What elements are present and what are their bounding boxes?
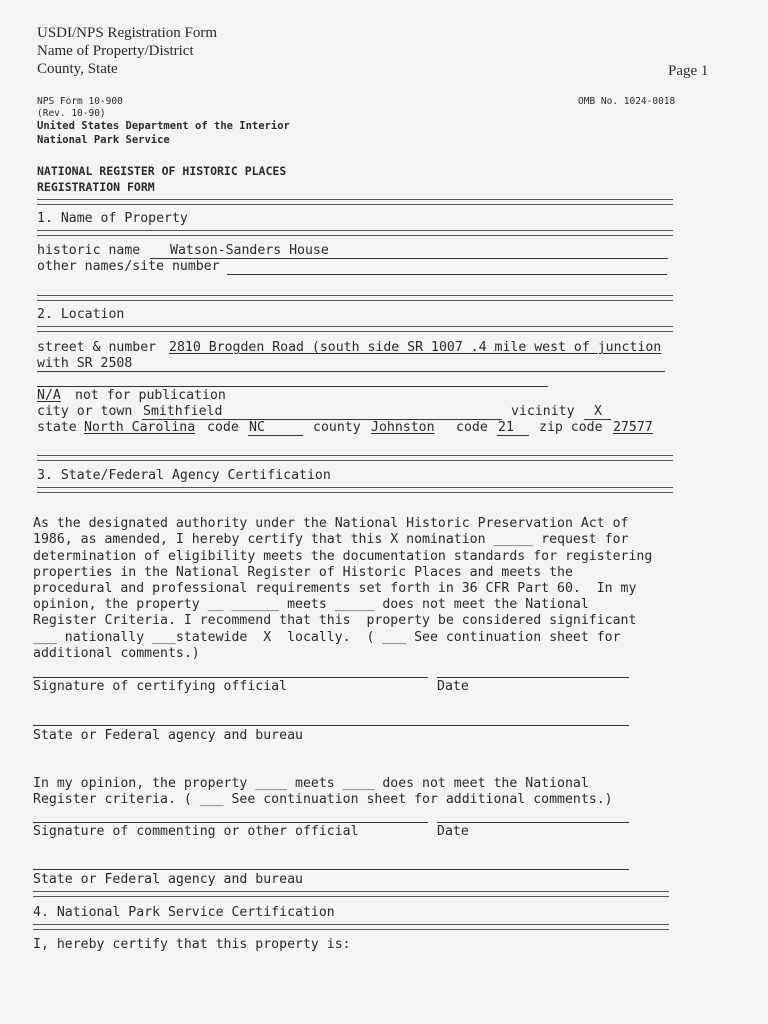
header-line-3: County, State	[37, 61, 118, 77]
county-code-label: code	[456, 420, 488, 435]
agency-label-1: State or Federal agency and bureau	[33, 728, 303, 743]
form-number: NPS Form 10-900	[37, 96, 123, 107]
section3-heading: 3. State/Federal Agency Certification	[37, 468, 331, 483]
paragraph-line: properties in the National Register of Historic Places and meets the	[33, 564, 573, 580]
paragraph-line: In my opinion, the property ____ meets ____ does not meet the National	[33, 776, 589, 792]
service: National Park Service	[37, 134, 170, 146]
date-label-2: Date	[437, 824, 469, 839]
certification-paragraph	[33, 500, 652, 678]
paragraph-line: determination of eligibility meets the documentation standards for registering	[33, 548, 653, 564]
city-value: Smithfield	[143, 404, 223, 419]
agency-line-2[interactable]	[33, 869, 629, 870]
form-title-1: NATIONAL REGISTER OF HISTORIC PLACES	[37, 164, 287, 178]
signature-line-1[interactable]	[33, 677, 428, 678]
section-rule	[33, 891, 669, 897]
header-line-1: USDI/NPS Registration Form	[37, 25, 218, 41]
section-rule	[37, 230, 673, 236]
paragraph-line: Register criteria. ( ___ See continuation sheet for additional comments.)	[33, 792, 613, 808]
na-value: N/A	[37, 388, 61, 403]
paragraph-line: additional comments.)	[33, 645, 200, 661]
paragraph-line: As the designated authority under the National Historic Preservation Act of	[33, 516, 629, 532]
county-code-value: 21	[498, 420, 514, 435]
street-value: 2810 Brogden Road (south side SR 1007 .4 mile west of junction	[169, 340, 662, 355]
signature-label-2: Signature of commenting or other official	[33, 824, 359, 839]
paragraph-line: Register Criteria. I recommend that this property be considered significant	[33, 613, 637, 629]
date-label-1: Date	[437, 679, 469, 694]
state-code-label: code	[207, 420, 239, 435]
page-number: Page 1	[668, 63, 709, 79]
department: United States Department of the Interior	[37, 120, 290, 132]
omb-number: OMB No. 1024-0018	[578, 96, 676, 107]
zip-label: zip code	[539, 420, 603, 435]
signature-label-1: Signature of certifying official	[33, 679, 288, 694]
other-names-label: other names/site number	[37, 259, 220, 274]
section-rule	[37, 455, 673, 461]
paragraph-line: ___ nationally ___statewide X locally. ( ___ See continuation sheet for	[33, 629, 621, 645]
state-code-value: NC	[249, 420, 265, 435]
section-rule	[37, 295, 673, 301]
paragraph-line: opinion, the property __ ______ meets _____ does not meet the National	[33, 597, 589, 613]
street-field-line[interactable]	[37, 371, 665, 372]
state-value: North Carolina	[84, 420, 196, 435]
date-line-2[interactable]	[437, 822, 629, 823]
city-label: city or town	[37, 404, 133, 419]
section-rule	[33, 924, 669, 930]
street-value-2: with SR 2508	[37, 356, 133, 371]
county-label: county	[313, 420, 361, 435]
historic-name-label: historic name	[37, 243, 141, 258]
historic-name-value: Watson-Sanders House	[170, 243, 329, 258]
form-title-2: REGISTRATION FORM	[37, 180, 155, 194]
agency-line-1[interactable]	[33, 725, 629, 726]
section1-heading: 1. Name of Property	[37, 211, 188, 226]
paragraph-line: procedural and professional requirements set forth in 36 CFR Part 60. In my	[33, 581, 637, 597]
street-label: street & number	[37, 340, 157, 355]
county-value: Johnston	[371, 420, 435, 435]
section2-heading: 2. Location	[37, 307, 125, 322]
paragraph-line: 1986, as amended, I hereby certify that this X nomination _____ request for	[33, 532, 629, 548]
vicinity-label: vicinity	[511, 404, 575, 419]
header-line-2: Name of Property/District	[37, 43, 194, 59]
zip-value: 27577	[613, 420, 653, 435]
state-label: state	[37, 420, 77, 435]
section4-heading: 4. National Park Service Certification	[33, 905, 335, 920]
agency-label-2: State or Federal agency and bureau	[33, 872, 303, 887]
other-names-field[interactable]	[227, 274, 667, 275]
not-for-publication-label: not for publication	[75, 388, 226, 403]
section-rule	[37, 199, 673, 205]
form-revision: (Rev. 10-90)	[37, 108, 106, 119]
section-rule	[37, 487, 673, 493]
blank-field-line[interactable]	[37, 386, 548, 387]
section4-text: I, hereby certify that this property is:	[33, 937, 351, 952]
signature-line-2[interactable]	[33, 822, 428, 823]
date-line-1[interactable]	[437, 677, 629, 678]
section-rule	[37, 326, 673, 332]
opinion-paragraph	[33, 760, 613, 825]
vicinity-value: X	[594, 404, 602, 419]
